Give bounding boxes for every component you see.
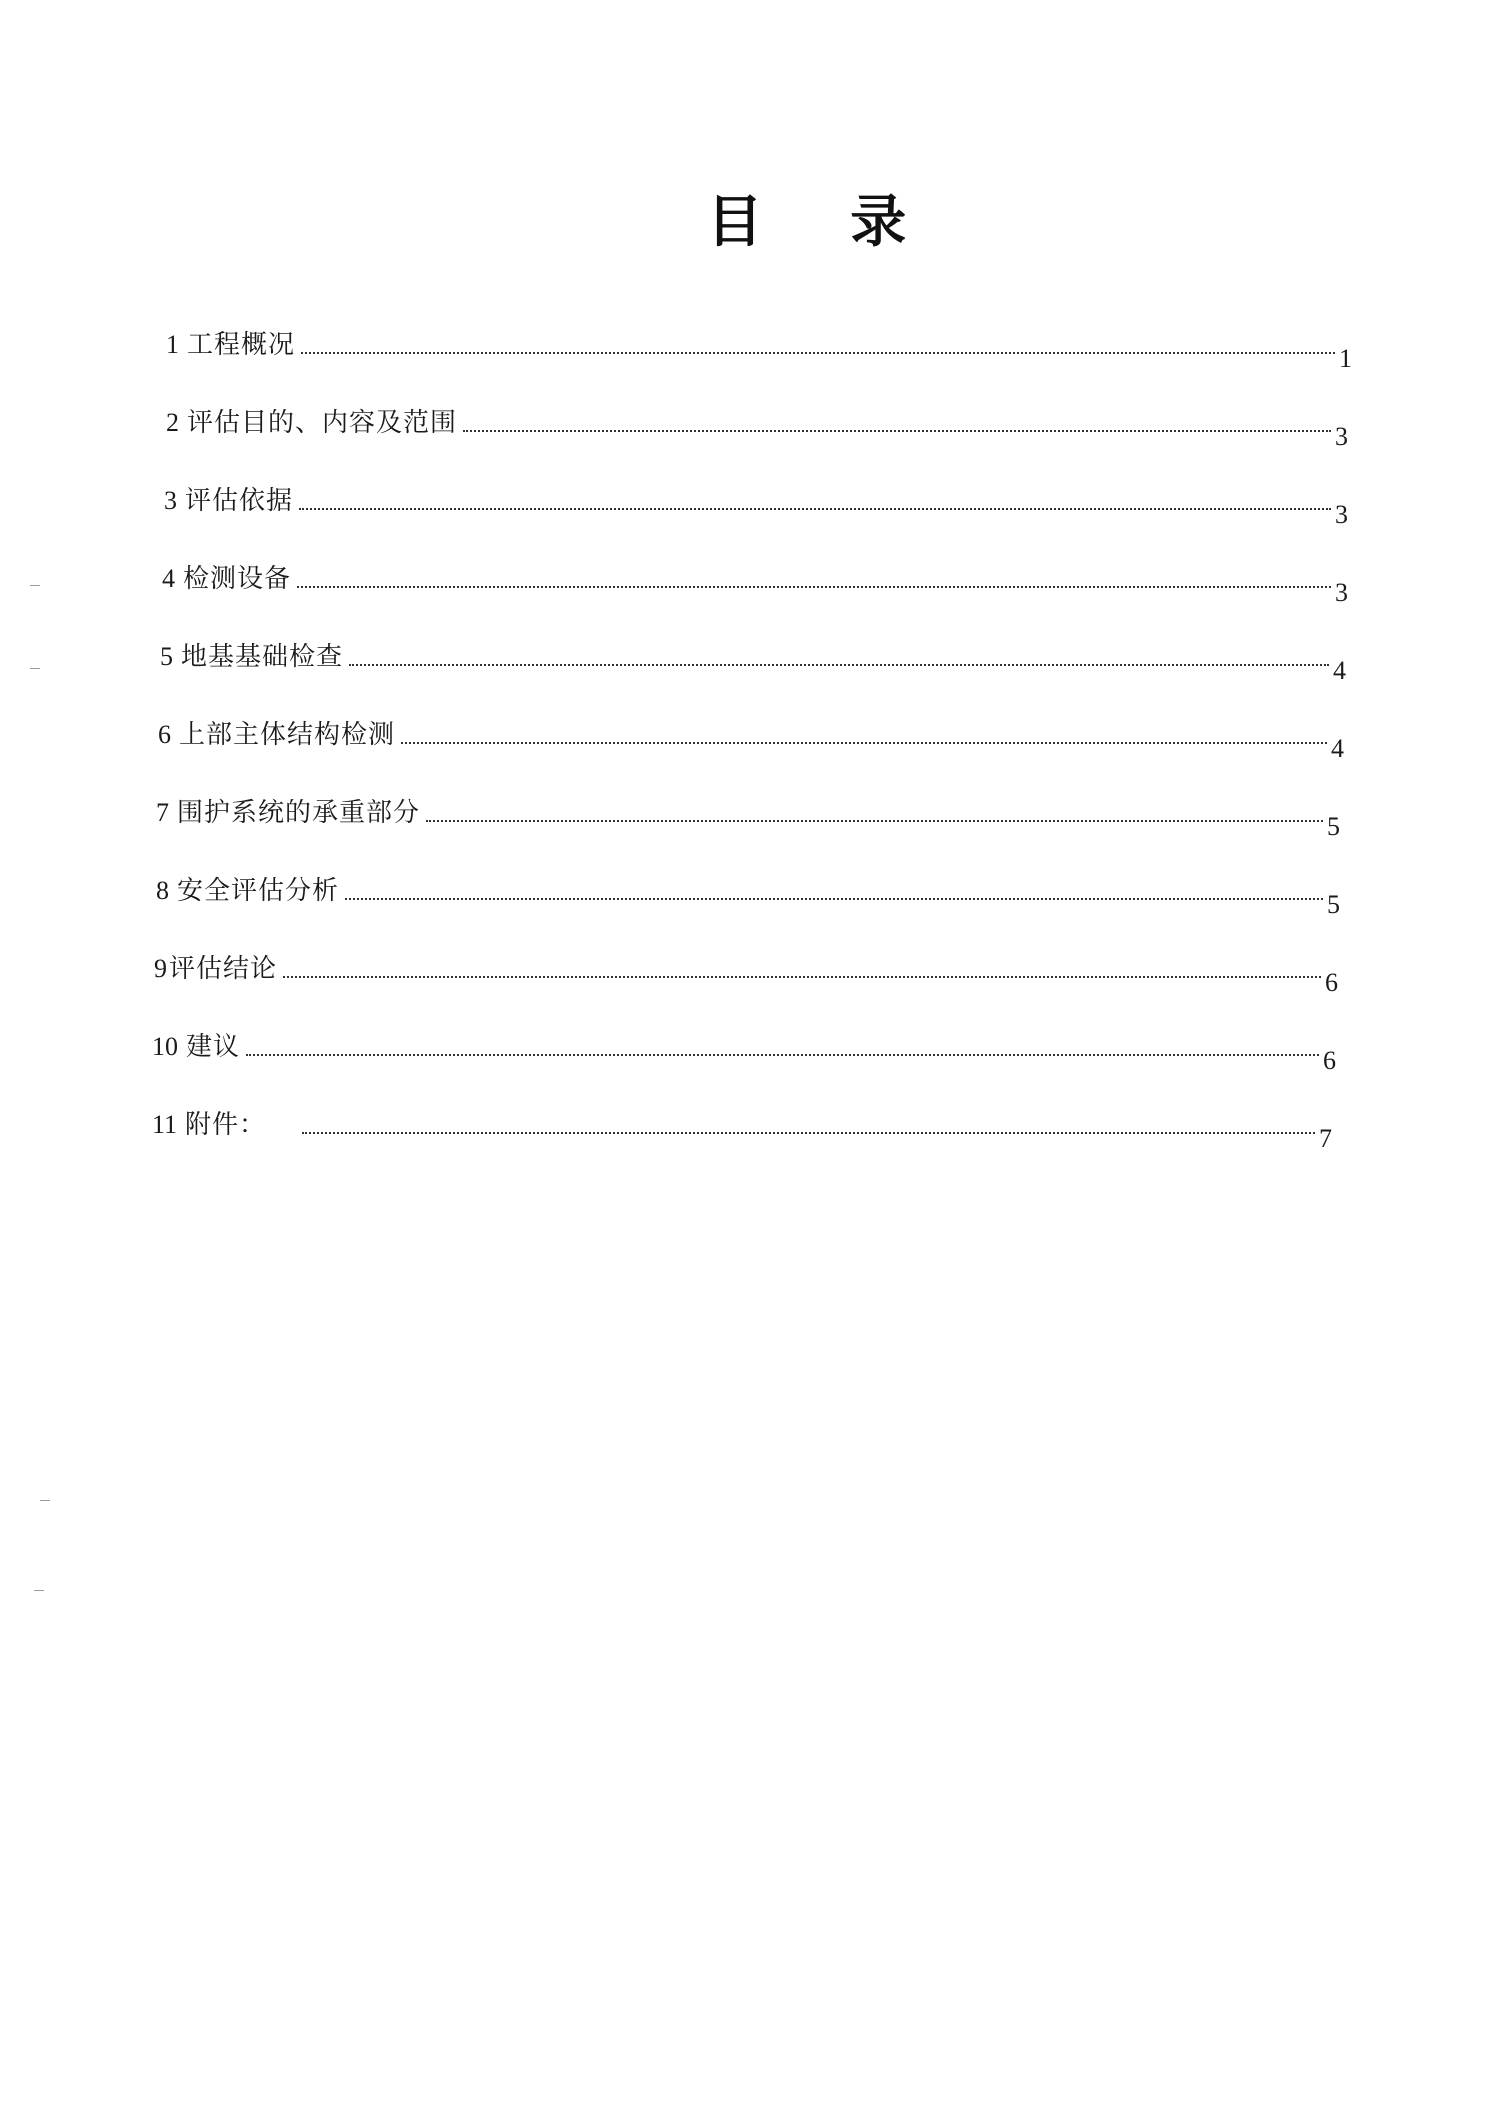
toc-dot-leader [299,508,1331,510]
toc-entry-page: 3 [1335,422,1348,451]
toc-dot-leader [345,898,1323,900]
toc-dot-leader [297,586,1331,588]
toc-entry-label: 上部主体结构检测 [179,720,396,750]
toc-entry-6[interactable] [158,710,1344,763]
toc-entry-5[interactable] [160,632,1346,685]
toc-entry-number: 6 [158,720,171,749]
toc-entry-9[interactable] [154,944,1338,997]
toc-entry-label: 检测设备 [183,564,292,594]
toc-entry-page: 5 [1327,812,1340,841]
toc-entry-number: 1 [166,330,179,359]
toc-dot-leader [283,976,1321,978]
toc-entry-1[interactable] [166,320,1352,373]
toc-entry-number: 2 [166,408,179,437]
toc-entry-page: 7 [1319,1124,1332,1153]
toc-entry-number: 4 [162,564,175,593]
toc-entry-number: 11 [152,1110,178,1139]
toc-dot-leader [302,1132,1315,1134]
toc-entry-number: 7 [156,798,169,827]
toc-entry-label: 围护系统的承重部分 [177,798,421,828]
toc-entry-page: 4 [1331,734,1344,763]
toc-entry-page: 3 [1335,578,1348,607]
toc-dot-leader [301,352,1335,354]
toc-entry-label: 评估依据 [185,486,294,516]
toc-entry-label: 地基基础检查 [181,642,344,672]
toc-entry-label: 建议 [186,1032,241,1062]
toc-entry-label: 评估结论 [169,954,278,984]
toc-dot-leader [401,742,1327,744]
toc-entry-2[interactable] [166,398,1348,451]
toc-dot-leader [426,820,1323,822]
scan-speck [40,1500,50,1501]
toc-dot-leader [349,664,1329,666]
toc-entry-8[interactable] [156,866,1340,919]
toc-dot-leader [246,1054,1319,1056]
toc-entry-label: 安全评估分析 [177,876,340,906]
toc-entry-3[interactable] [164,476,1348,529]
toc-entry-number: 5 [160,642,173,671]
toc-entry-4[interactable] [162,554,1348,607]
toc-entry-page: 1 [1339,344,1352,373]
toc-entry-page: 5 [1327,890,1340,919]
toc-entry-7[interactable] [156,788,1340,841]
toc-entry-number: 3 [164,486,177,515]
toc-entry-number: 8 [156,876,169,905]
toc-entry-label: 工程概况 [187,330,296,360]
scan-speck [34,1590,44,1591]
toc-entry-page: 6 [1325,968,1338,997]
toc-entry-number: 9 [154,954,167,983]
toc-entry-11[interactable] [152,1100,1332,1153]
toc-entry-10[interactable] [152,1022,1336,1075]
scan-speck [30,585,40,586]
toc-entry-page: 4 [1333,656,1346,685]
toc-entry-label: 附件： [185,1110,267,1140]
toc-title: 目 录 [706,190,941,255]
toc-entry-page: 3 [1335,500,1348,529]
scan-speck [30,668,40,669]
toc-entry-page: 6 [1323,1046,1336,1075]
toc-entry-number: 10 [152,1032,178,1061]
toc-dot-leader [463,430,1331,432]
toc-entry-label: 评估目的、内容及范围 [187,408,458,438]
